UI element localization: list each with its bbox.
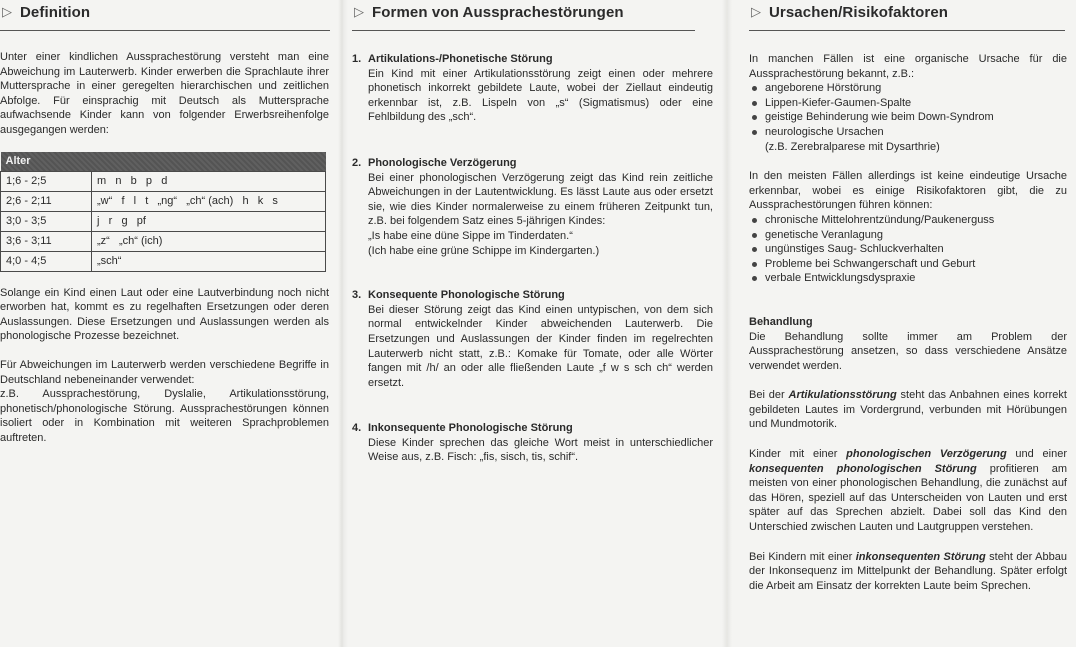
item-title: Konsequente Phonologische Störung xyxy=(368,289,565,302)
formen-heading: Formen von Aussprachestörungen xyxy=(372,3,624,21)
item-number: 2. xyxy=(352,156,362,169)
definition-paragraph-3b: z.B. Aussprachestörung, Dyslalie, Artikulationsstörung, phonetisch/phonologische Störung. Aussprachestörungen können isoliert oder in Kombination mit weiteren Sprachproblemen auftreten. xyxy=(0,388,329,444)
formen-heading-row xyxy=(352,0,695,31)
definition-column xyxy=(0,0,329,446)
table-row xyxy=(1,191,326,211)
text-run: Bei der xyxy=(749,389,789,402)
table-header-alter: Alter xyxy=(1,152,326,172)
list-item: angeborene Hörstörung xyxy=(749,81,1067,96)
item-number: 4. xyxy=(352,422,362,435)
list-item: ungünstiges Saug- Schluckverhalten xyxy=(749,242,1067,257)
age-cell: 3;0 - 3;5 xyxy=(1,211,92,231)
text-run: steht das Anbahnen eines korrekt gebildeten Lautes im Vordergrund, verbunden mit Hörübungen und Mundmotorik. xyxy=(749,389,1067,431)
item-title: Inkonsequente Phonologische Störung xyxy=(368,422,573,435)
list-item: Lippen-Kiefer-Gaumen-Spalte xyxy=(749,96,1067,111)
table-row xyxy=(1,171,326,191)
emphasis: Artikulationsstörung xyxy=(788,389,897,402)
emphasis: konsequenten phonologischen Störung xyxy=(749,462,977,475)
acquisition-table xyxy=(0,152,326,272)
list-item: genetische Veranlagung xyxy=(749,228,1067,243)
definition-heading: Definition xyxy=(20,3,91,21)
definition-paragraph-2: Solange ein Kind einen Laut oder eine Lautverbindung noch nicht erworben hat, kommt es zu regelhaften Ersetzungen oder deren Auslassungen. Diese Ersetzungen und Auslassungen werden als phonologische Prozesse bezeichnet. xyxy=(0,286,329,343)
item-text: Diese Kinder sprechen das gleiche Wort meist in unterschiedlicher Weise aus, z.B. Fisch: „fis, sisch, tis, schif“. xyxy=(368,436,713,464)
age-cell: 1;6 - 2;5 xyxy=(1,171,92,191)
table-row xyxy=(1,211,326,231)
item-text: Bei einer phonologischen Verzögerung zeigt das Kind rein zeitliche Abweichungen in der Lautentwicklung. Es lässt Laute aus oder ersetzt sie, wie dies Kinder normalerweise zu einem früheren Zeitpunkt tun, z.B. bei folgendem Satz eines 5-jährigen Kindes: xyxy=(368,171,713,228)
item-number: 3. xyxy=(352,289,362,302)
age-cell: 4;0 - 4;5 xyxy=(1,251,92,271)
item-text: Bei dieser Störung zeigt das Kind einen untypischen, von dem sich normal entwickelnder Kinder abweichenden Lauterwerb. Die Ersetzungen und Auslassungen der Kinder finden im regelrechten Lauterwerb nicht statt, z.B.: Komake für Tomate, oder alle Wörter fangen mit /h/ an oder alle fließenden Laute „f w s sch ch“ werden ersetzt. xyxy=(368,303,713,389)
item-title: Artikulations-/Phonetische Störung xyxy=(368,53,553,65)
age-cell: 2;6 - 2;11 xyxy=(1,191,92,211)
emphasis: phonologischen Verzögerung xyxy=(846,448,1007,461)
emphasis: inkonsequenten Störung xyxy=(855,550,986,563)
table-row xyxy=(1,231,326,251)
ursachen-heading: Ursachen/Risikofaktoren xyxy=(769,3,949,21)
risk-factors-list xyxy=(749,213,1067,286)
form-item-2 xyxy=(352,156,713,258)
page-fold xyxy=(338,0,348,647)
age-cell: 3;6 - 3;11 xyxy=(1,231,92,251)
triangle-right-outline-icon: ▷ xyxy=(2,4,12,19)
form-item-3 xyxy=(352,288,713,390)
triangle-right-outline-icon: ▷ xyxy=(354,4,364,19)
item-number: 1. xyxy=(352,53,362,65)
sounds-cell: „z“ „ch“ (ich) xyxy=(92,231,326,251)
ursachen-heading-row xyxy=(749,0,1065,31)
behandlung-phonologisch xyxy=(749,447,1067,535)
formen-column xyxy=(352,0,713,465)
sounds-cell: „w“ f l t „ng“ „ch“ (ach) h k s xyxy=(92,191,326,211)
ursachen-column xyxy=(749,0,1067,593)
table-row xyxy=(1,251,326,271)
organic-causes-list xyxy=(749,81,1067,139)
sounds-cell: „sch“ xyxy=(92,251,326,271)
text-run: steht der Abbau der Inkonsequenz im Mittelpunkt der Behandlung. Später erfolgt die Arbeit am Einsatz der korrekten Laute beim Sprechen. xyxy=(749,550,1067,592)
behandlung-artikulation xyxy=(749,388,1067,432)
definition-intro: Unter einer kindlichen Aussprachestörung versteht man eine Abweichung im Lauterwerb. Kinder erwerben die Sprachlaute ihrer Muttersprache in einer geregelten hierarchischen und zeitlichen Abfolge. Für einsprachig mit Deutsch als Muttersprache aufwachsende Kinder kann von folgender Erwerbsreihenfolge ausgegangen werden: xyxy=(0,51,329,136)
behandlung-inkonsequent xyxy=(749,550,1067,594)
text-run: Bei Kindern mit einer xyxy=(749,550,856,563)
list-item: verbale Entwicklungsdyspraxie xyxy=(749,271,1067,286)
definition-heading-row xyxy=(0,0,330,31)
text-run: Kinder mit einer xyxy=(749,448,847,461)
item-text: Ein Kind mit einer Artikulationsstörung zeigt einen oder mehrere phonetisch inkorrekt gebildete Laute, wobei der Ziellaut eindeutig erkennbar ist, z.B. Lispeln von „s“ (Sigmatismus) oder eine Fehlbildung des „sch“. xyxy=(368,67,713,124)
ursachen-intro-1: In manchen Fällen ist eine organische Ursache für die Aussprachestörung bekannt, z.B.: xyxy=(749,53,1067,80)
item-title: Phonologische Verzögerung xyxy=(368,156,517,169)
sounds-cell: j r g pf xyxy=(92,211,326,231)
text-run: und einer xyxy=(1006,448,1067,461)
list-item: chronische Mittelohrentzündung/Paukenerguss xyxy=(749,213,1067,228)
behandlung-text: Die Behandlung sollte immer am Problem der Aussprachestörung ansetzen, so dass verschiedene Ansätze verwendet werden. xyxy=(749,330,1067,372)
ursachen-intro-2: In den meisten Fällen allerdings ist keine eindeutige Ursache erkennbar, wobei es einige Risikofaktoren gibt, die zu Aussprachestörungen führen können: xyxy=(749,170,1067,212)
list-item: neurologische Ursachen xyxy=(749,125,1067,140)
organic-note: (z.B. Zerebralparese mit Dysarthrie) xyxy=(765,140,940,153)
form-item-1 xyxy=(352,52,713,125)
behandlung-title: Behandlung xyxy=(749,315,813,328)
triangle-right-outline-icon: ▷ xyxy=(751,4,761,19)
form-item-4 xyxy=(352,421,713,465)
text-run: profitieren am meisten von einer phonologischen Behandlung, die zunächst auf das Hören, speziell auf das Unterscheiden von Lauten und erst später auf das Sprechen abzielt. Dabei soll das Kind den Unterschied zwischen Lauten und Lautgruppen verstehen. xyxy=(749,462,1067,534)
example-quote: „Is habe eine düne Sippe im Tinderdaten.“ xyxy=(368,229,573,242)
list-item: geistige Behinderung wie beim Down-Syndrom xyxy=(749,110,1067,125)
example-translation: (Ich habe eine grüne Schippe im Kindergarten.) xyxy=(368,244,600,257)
page-fold xyxy=(722,0,732,647)
definition-paragraph-3a: Für Abweichungen im Lauterwerb werden verschiedene Begriffe in Deutschland nebeneinander verwendet: xyxy=(0,358,329,386)
list-item: Probleme bei Schwangerschaft und Geburt xyxy=(749,257,1067,272)
sounds-cell: m n b p d xyxy=(92,171,326,191)
